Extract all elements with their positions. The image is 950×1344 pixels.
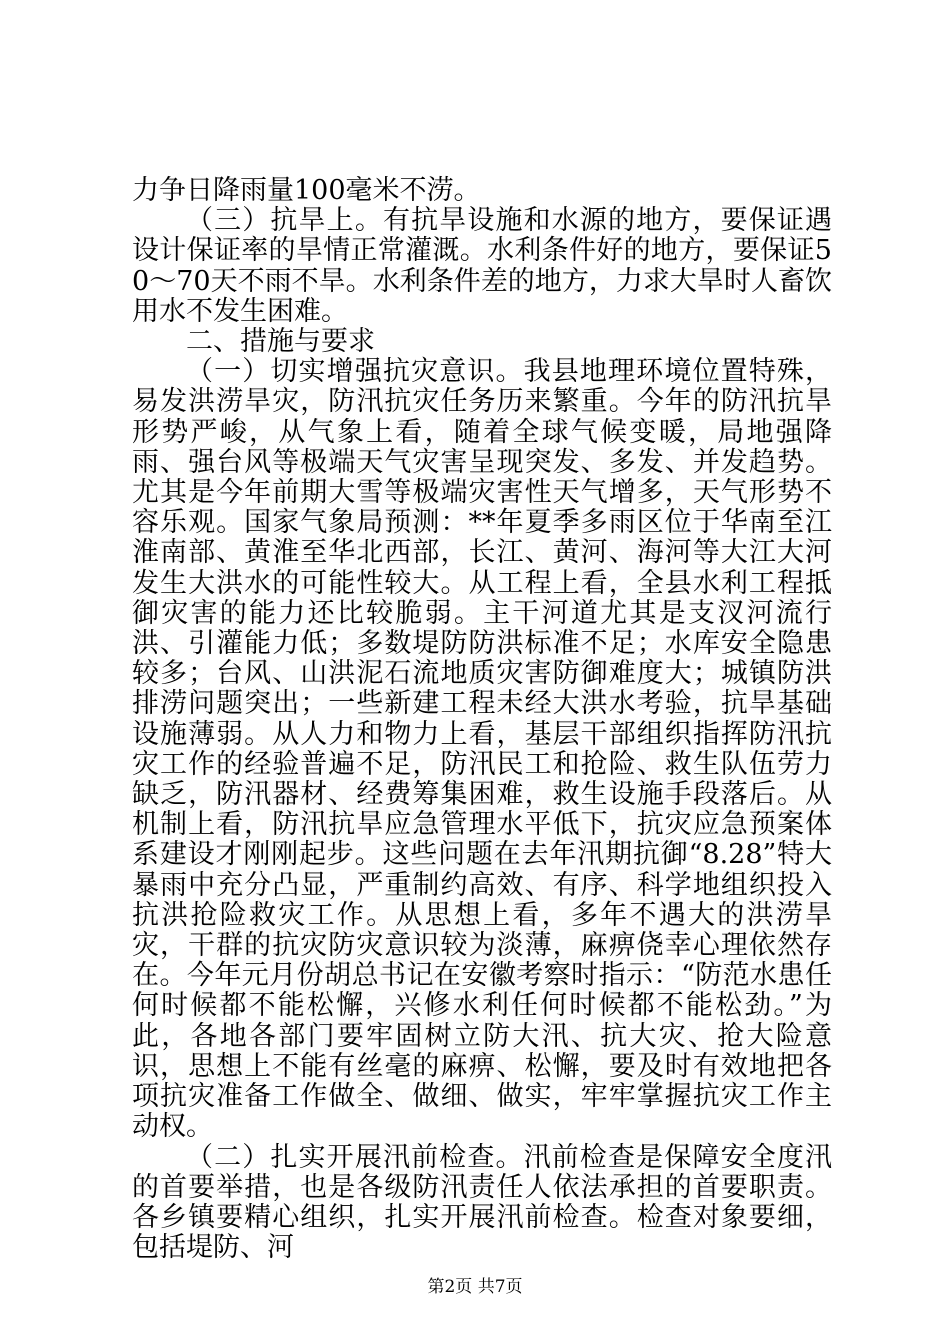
section-heading-measures: 二、措施与要求	[186, 326, 375, 358]
page-footer: 第2页 共7页	[427, 1277, 523, 1297]
paragraph-disaster-awareness: （一）切实增强抗灾意识。我县地理环境位置特殊，易发洪涝旱灾，防汛抗灾任务历来繁重。今年的防汛抗旱形势严峻，从气象上看，随着全球气候变暖，局地强降雨、强台风等极端天气灾害呈现突发、多发、并发趋势。尤其是今年前期大雪等极端灾害性天气增多，天气形势不容乐观。国家气象局预测：**年夏季多雨区位于华南至江淮南部、黄淮至华北西部，长江、黄河、海河等大江大河发生大洪水的可能性较大。从工程上看，全县水利工程抵御灾害的能力还比较脆弱。主干河道尤其是支汊河流行洪、引灌能力低；多数堤防防洪标准不足；水库安全隐患较多；台风、山洪泥石流地质灾害防御难度大；城镇防洪排涝问题突出；一些新建工程未经大洪水考验，抗旱基础设施薄弱。从人力和物力上看，基层干部组织指挥防汛抗灾工作的经验普遍不足，防汛民工和抢险、救生队伍劳力缺乏，防汛器材、经费筹集困难，救生设施手段落后。从机制上看，防汛抗旱应急管理水平低下，抗灾应急预案体系建设才刚刚起步。这些问题在去年汛期抗御“8.28”特大暴雨中充分凸显，严重制约高效、有序、科学地组织投入抗洪抢险救灾工作。从思想上看，多年不遇大的洪涝旱灾，干群的抗灾防灾意识较为淡薄，麻痹侥幸心理依然存在。今年元月份胡总书记在安徽考察时指示：“防范水患任何时候都不能松懈，兴修水利任何时候都不能松劲。”为此，各地各部门要牢固树立防大汛、抗大灾、抢大险意识，思想上不能有丝毫的麻痹、松懈，要及时有效地把各项抗灾准备工作做全、做细、做实，牢牢掌握抗灾工作主动权。	[132, 356, 832, 1143]
paragraph-pre-flood-inspection: （二）扎实开展汛前检查。汛前检查是保障安全度汛的首要举措，也是各级防汛责任人依法承担的首要职责。各乡镇要精心组织，扎实开展汛前检查。检查对象要细，包括堤防、河	[132, 1141, 832, 1264]
document-body	[132, 176, 832, 1263]
paragraph-continuation: 力争日降雨量100毫米不涝。	[132, 175, 481, 206]
paragraph-drought-resistance: （三）抗旱上。有抗旱设施和水源的地方，要保证遇设计保证率的旱情正常灌溉。水利条件好的地方，要保证50～70天不雨不旱。水利条件差的地方，力求大旱时人畜饮用水不发生困难。	[132, 205, 832, 327]
